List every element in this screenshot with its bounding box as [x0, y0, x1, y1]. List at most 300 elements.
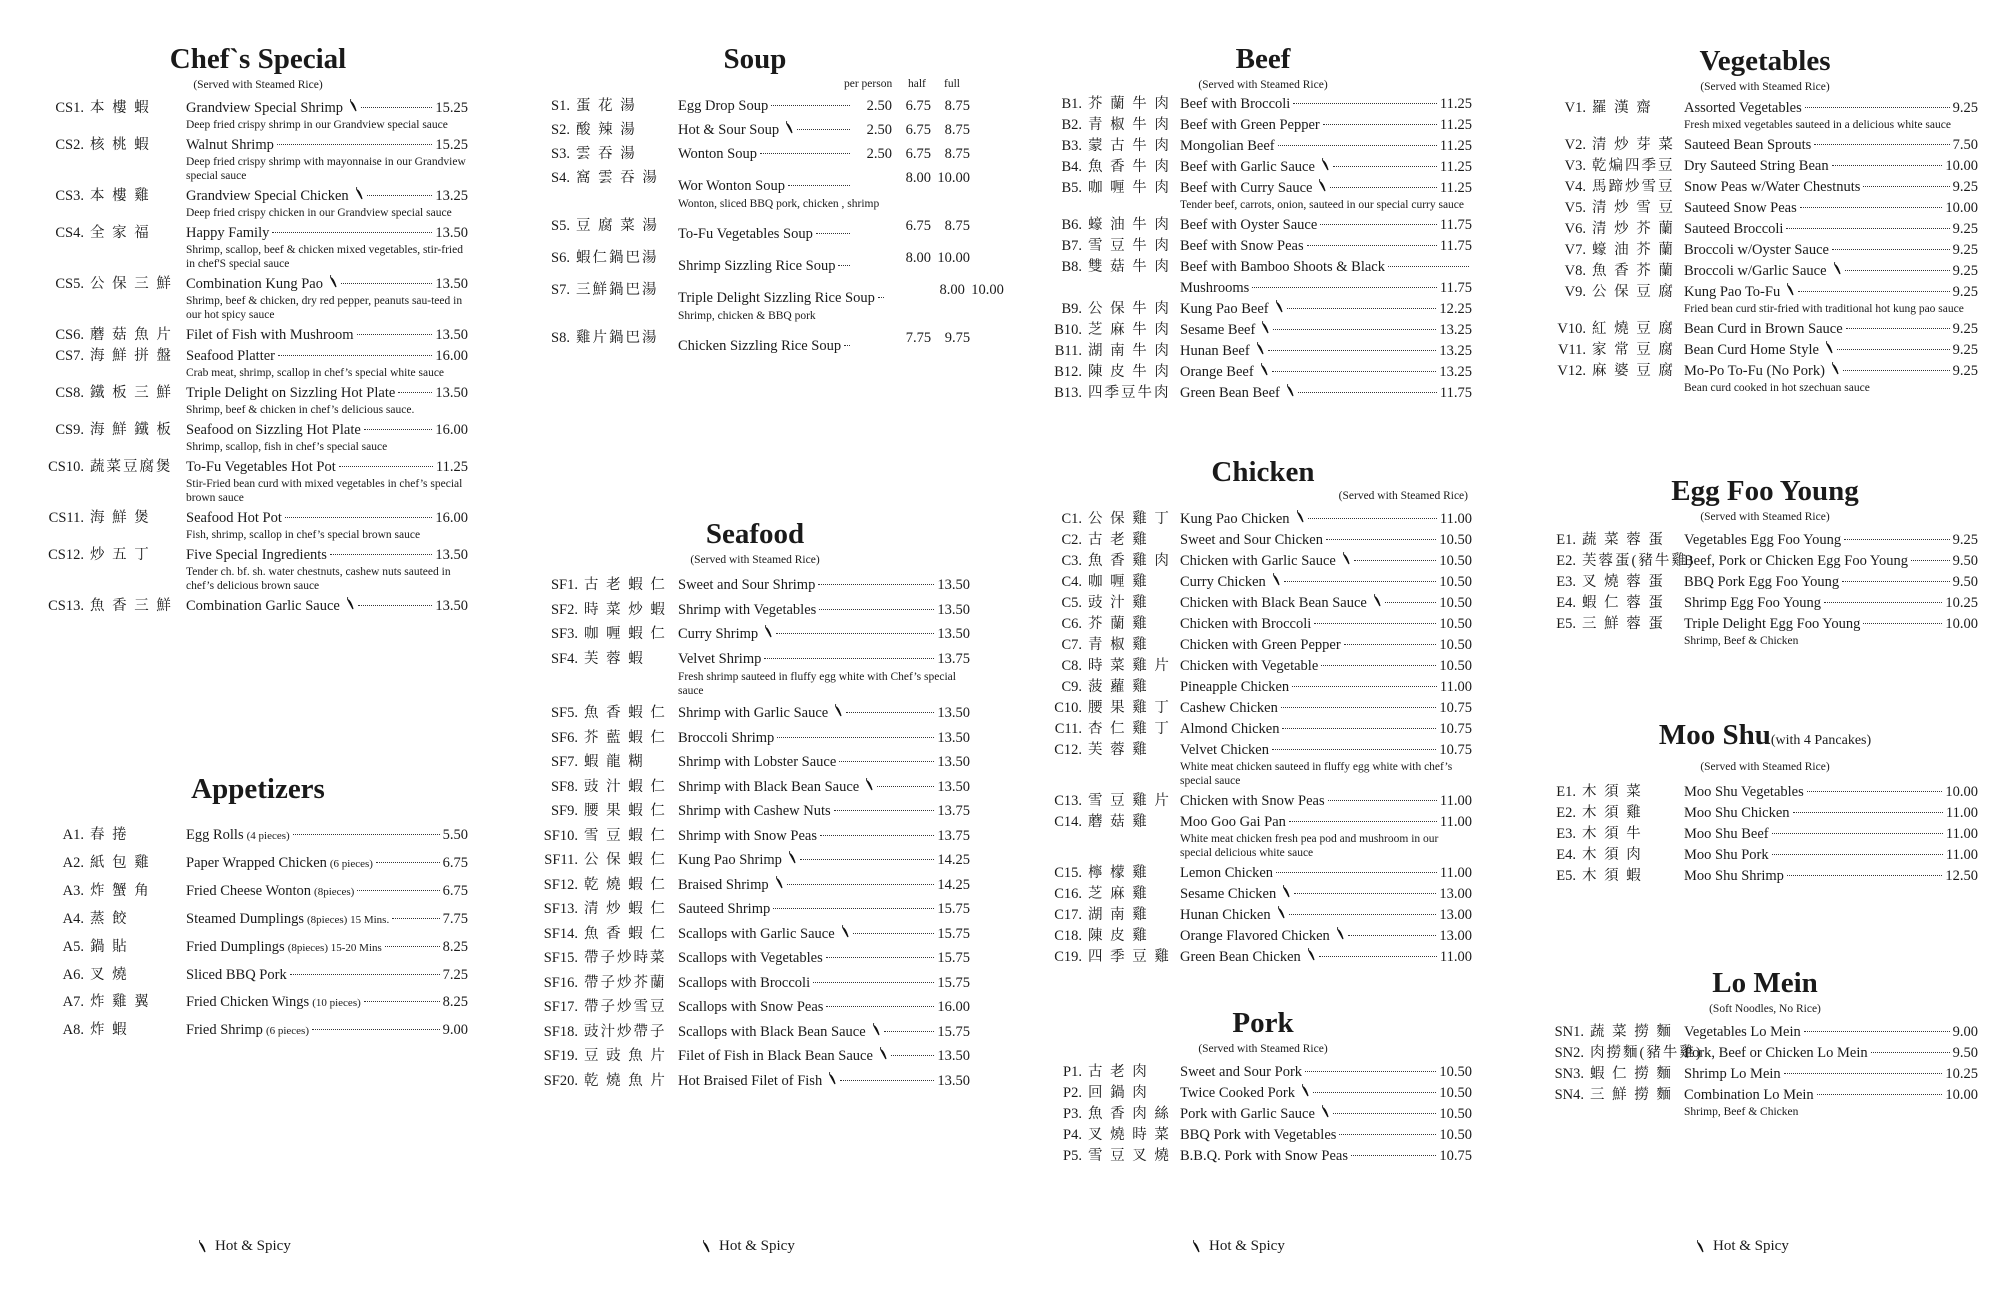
- menu-item: [1042, 215, 1472, 236]
- item-name: Pork, Beef or Chicken Lo Mein: [1684, 1045, 1868, 1061]
- item-line: [1684, 135, 1978, 156]
- item-line: [1180, 812, 1472, 833]
- dot-leader: [771, 105, 850, 106]
- item-name: Grandview Special Chicken: [186, 188, 349, 204]
- item-name: Wonton Soup: [678, 146, 757, 162]
- item-name: Orange Flavored Chicken: [1180, 928, 1330, 944]
- item-code: SF5.: [550, 705, 578, 721]
- item-code: C19.: [1054, 949, 1082, 965]
- dot-leader: [1333, 1113, 1436, 1114]
- item-price: 14.25: [937, 876, 970, 893]
- menu-item: [38, 850, 468, 878]
- item-price: 13.25: [435, 188, 468, 204]
- soup-section: [540, 42, 1004, 358]
- item-chinese-name: 芥 藍 蝦 仁: [584, 729, 667, 746]
- item-price: 11.75: [1439, 280, 1472, 296]
- item-name: Five Special Ingredients: [186, 547, 327, 563]
- menu-item: [1042, 509, 1472, 530]
- item-body: [1684, 530, 1978, 551]
- item-body: [1180, 614, 1472, 635]
- item-chinese-name: 蛋 花 湯: [576, 98, 637, 114]
- item-name: Hot & Sour Soup: [678, 122, 780, 138]
- item-line: [186, 934, 468, 962]
- seafood-section: [540, 517, 970, 1093]
- item-body: [1180, 299, 1472, 320]
- dot-leader: [1333, 166, 1437, 167]
- item-line: [186, 325, 468, 346]
- item-line: [678, 573, 970, 598]
- dot-leader: [1351, 1155, 1436, 1156]
- item-body: [186, 1017, 468, 1045]
- item-price: 11.00: [1945, 826, 1978, 842]
- item-name: Cashew Chicken: [1180, 700, 1278, 716]
- item-code: CS6.: [55, 327, 84, 343]
- item-body: [678, 278, 1004, 326]
- item-chinese-name: 木 須 雞: [1582, 805, 1643, 821]
- menu-item: [1042, 1062, 1472, 1083]
- item-price: 12.25: [1439, 301, 1472, 317]
- item-price: 13.25: [1439, 364, 1472, 380]
- item-code: CS3.: [55, 188, 84, 204]
- item-name: Moo Shu Beef: [1684, 826, 1769, 842]
- dot-leader: [1772, 833, 1943, 834]
- item-line: [186, 346, 468, 367]
- dot-leader: [1344, 644, 1437, 645]
- item-code: C18.: [1054, 928, 1082, 944]
- item-price: 6.75: [442, 855, 468, 871]
- chili-pepper-icon: [347, 99, 358, 112]
- item-line: [678, 750, 970, 775]
- dot-leader: [1323, 124, 1437, 125]
- item-name: Green Bean Beef: [1180, 385, 1280, 401]
- menu-item: [1546, 1085, 1978, 1122]
- item-note: (8pieces) 15-20 Mins: [287, 942, 382, 954]
- dot-leader: [376, 862, 440, 863]
- item-chinese-name: 炸 蟹 角: [90, 883, 151, 899]
- item-name: Velvet Chicken: [1180, 742, 1269, 758]
- item-code: A5.: [62, 939, 84, 955]
- section-title: Egg Foo Young: [1671, 475, 1859, 507]
- item-chinese-name: 蘑 菇 魚 片: [90, 327, 173, 343]
- item-line: [1180, 1062, 1472, 1083]
- item-body: [186, 989, 468, 1017]
- dot-leader: [1308, 518, 1437, 519]
- chili-pepper-icon: [1319, 1105, 1330, 1118]
- dot-leader: [820, 835, 934, 836]
- item-line: [678, 647, 970, 672]
- item-name: Happy Family: [186, 225, 270, 241]
- item-line: [1180, 614, 1472, 635]
- item-body: [678, 701, 970, 726]
- item-chinese-name: 豆 腐 菜 湯: [576, 218, 659, 234]
- item-chinese-name: 芝 麻 雞: [1088, 886, 1149, 902]
- item-description: Tender ch. bf. sh. water chestnuts, cashew nuts sauteed in chef’s delicious brown sauce: [186, 566, 451, 592]
- menu-item: [540, 1069, 970, 1094]
- dot-leader: [1385, 602, 1437, 603]
- item-name: Shrimp with Cashew Nuts: [678, 803, 831, 819]
- item-body: [186, 135, 468, 186]
- item-chinese-name: 魚 香 三 鮮: [90, 598, 173, 614]
- menu-item: [540, 922, 970, 947]
- chili-pepper-icon: [826, 1072, 837, 1085]
- item-name: Kung Pao To-Fu: [1684, 284, 1781, 300]
- item-body: [678, 1044, 970, 1069]
- section-subtitle: (Served with Steamed Rice): [1198, 1043, 1328, 1055]
- item-price: 13.50: [435, 547, 468, 563]
- menu-item: [38, 223, 468, 274]
- item-chinese-name: 公 保 蝦 仁: [584, 852, 667, 868]
- item-line: [678, 118, 970, 142]
- menu-item: [540, 278, 1004, 326]
- item-price: 13.75: [937, 803, 970, 819]
- menu-item: [38, 508, 468, 545]
- hot-spicy-legend: [196, 1238, 291, 1255]
- item-name: Chicken with Snow Peas: [1180, 793, 1325, 809]
- item-price: 11.00: [1439, 865, 1472, 881]
- item-line: [1180, 530, 1472, 551]
- item-code: SN2.: [1554, 1045, 1584, 1061]
- menu-item: [1042, 136, 1472, 157]
- item-name: Sweet and Sour Chicken: [1180, 532, 1323, 548]
- item-body: [1180, 551, 1472, 572]
- section-title-main: Moo Shu: [1658, 719, 1771, 751]
- menu-item: [38, 906, 468, 934]
- dot-leader: [777, 737, 934, 738]
- item-chinese-name: 芥 蘭 牛 肉: [1088, 96, 1171, 112]
- item-price: 11.75: [1439, 238, 1472, 254]
- price-p2: 8.00: [905, 170, 931, 186]
- item-body: [1180, 1125, 1472, 1146]
- menu-item: [38, 934, 468, 962]
- item-chinese-name: 芝 麻 牛 肉: [1088, 322, 1171, 338]
- item-chinese-name: 魚 香 肉 絲: [1088, 1106, 1171, 1122]
- legend-label: Hot & Spicy: [719, 1238, 795, 1254]
- item-chinese-name: 古 老 肉: [1088, 1064, 1149, 1080]
- item-code: C6.: [1061, 616, 1082, 632]
- item-price: 9.25: [1952, 242, 1978, 258]
- item-line: [1180, 677, 1472, 698]
- item-body: [1180, 341, 1472, 362]
- hot-spicy-legend: [1190, 1238, 1285, 1255]
- menu-item: [1042, 593, 1472, 614]
- item-chinese-name: 蒙 古 牛 肉: [1088, 138, 1171, 154]
- item-line: [678, 922, 970, 947]
- dot-leader: [293, 834, 440, 835]
- dot-leader: [1298, 392, 1437, 393]
- item-chinese-name: 麻 婆 豆 腐: [1592, 363, 1675, 379]
- item-body: [186, 274, 468, 325]
- chili-pepper-icon: [786, 851, 797, 864]
- dot-leader: [1320, 224, 1437, 225]
- item-description: Crab meat, shrimp, scallop in chef’s special white sauce: [186, 367, 445, 379]
- menu-item: [1546, 135, 1978, 156]
- menu-list: [1546, 98, 1978, 398]
- item-body: [678, 214, 970, 246]
- item-line: [1180, 299, 1472, 320]
- menu-item: [1042, 812, 1472, 863]
- item-body: [678, 142, 970, 166]
- item-body: [678, 1020, 970, 1045]
- item-chinese-name: 海 鮮 煲: [90, 510, 151, 526]
- item-code: S4.: [551, 170, 570, 186]
- item-line: [186, 596, 468, 617]
- item-name: Kung Pao Shrimp: [678, 852, 782, 868]
- item-price: 11.25: [1439, 96, 1472, 112]
- item-code: S8.: [551, 330, 570, 346]
- item-line: [186, 98, 468, 119]
- item-line: [1180, 593, 1472, 614]
- item-price: 10.50: [1439, 637, 1472, 653]
- item-code: E2.: [1556, 805, 1576, 821]
- menu-item: [540, 750, 970, 775]
- item-body: [1180, 593, 1472, 614]
- item-price: 9.00: [1952, 1024, 1978, 1040]
- item-price: 10.50: [1439, 553, 1472, 569]
- section-title: Vegetables: [1699, 45, 1831, 77]
- item-chinese-name: 木 須 牛: [1582, 826, 1643, 842]
- item-body: [1684, 614, 1978, 651]
- dot-leader: [846, 712, 934, 713]
- item-name: Orange Beef: [1180, 364, 1254, 380]
- item-code: SF16.: [543, 974, 578, 991]
- item-body: [1180, 1062, 1472, 1083]
- item-body: [1684, 1043, 1978, 1064]
- item-description: Shrimp, scallop, beef & chicken mixed vegetables, stir-fried in chef'S special sauce: [186, 244, 463, 270]
- item-line: [1684, 361, 1978, 382]
- item-name: Snow Peas w/Water Chestnuts: [1684, 179, 1861, 195]
- item-line: [678, 166, 970, 198]
- item-body: [678, 995, 970, 1020]
- item-name: Walnut Shrimp: [186, 137, 274, 153]
- chili-pepper-icon: [870, 1023, 881, 1036]
- item-line: [1180, 320, 1472, 341]
- pork-section: [1042, 1006, 1472, 1167]
- item-line: [678, 995, 970, 1020]
- item-name: Curry Chicken: [1180, 574, 1266, 590]
- item-line: [1180, 905, 1472, 926]
- item-chinese-name: 清 炒 蝦 仁: [584, 901, 667, 917]
- item-description: Wonton, sliced BBQ pork, chicken , shrimp: [678, 198, 880, 210]
- item-code: SF14.: [543, 925, 578, 942]
- item-price: 9.50: [1952, 553, 1978, 569]
- item-description: Deep fried crispy chicken in our Grandview special sauce: [186, 207, 452, 219]
- item-code: C5.: [1061, 595, 1082, 611]
- menu-item: [1546, 1064, 1978, 1085]
- dot-leader: [818, 584, 934, 585]
- item-body: [1180, 698, 1472, 719]
- menu-item: [540, 246, 970, 278]
- item-code: C1.: [1061, 511, 1082, 527]
- item-code: S1.: [551, 98, 570, 114]
- price-p2: 8.00: [939, 282, 965, 298]
- item-line: [678, 701, 970, 726]
- item-chinese-name: 時 菜 雞 片: [1088, 658, 1171, 674]
- item-chinese-name: 陳 皮 牛 肉: [1088, 364, 1171, 380]
- item-line: [678, 214, 970, 246]
- item-chinese-name: 青 椒 雞: [1088, 637, 1149, 653]
- item-price: 15.75: [937, 925, 970, 942]
- item-code: B2.: [1061, 117, 1082, 133]
- item-chinese-name: 叉 燒: [90, 967, 129, 983]
- menu-list: [1546, 1022, 1978, 1122]
- item-chinese-name: 魚 香 蝦 仁: [584, 925, 667, 942]
- item-code: P3.: [1063, 1106, 1082, 1122]
- vegetables-section: [1546, 44, 1978, 398]
- item-note: (10 pieces): [312, 997, 361, 1009]
- price-p1: [853, 246, 892, 270]
- item-name: BBQ Pork with Vegetables: [1180, 1127, 1337, 1143]
- dot-leader: [800, 859, 934, 860]
- item-line: [1180, 635, 1472, 656]
- menu-item: [38, 545, 468, 596]
- hot-spicy-legend: [1694, 1238, 1789, 1255]
- item-line: [186, 508, 468, 529]
- menu-item: [540, 142, 970, 166]
- item-chinese-name: 炸 蝦: [90, 1022, 129, 1038]
- item-name: BBQ Pork Egg Foo Young: [1684, 574, 1840, 590]
- item-code: S5.: [551, 218, 570, 234]
- item-code: B7.: [1061, 238, 1082, 254]
- item-chinese-name: 清 炒 芥 蘭: [1592, 221, 1675, 237]
- price-p1: 2.50: [866, 146, 892, 162]
- beef-section: [1042, 42, 1472, 404]
- item-prices: [853, 142, 970, 166]
- chili-pepper-icon: [783, 121, 794, 134]
- item-line: [678, 246, 970, 278]
- item-price: 10.50: [1439, 1106, 1472, 1122]
- menu-item: [1042, 551, 1472, 572]
- item-price: 9.25: [1952, 532, 1978, 548]
- item-chinese-name: 回 鍋 肉: [1088, 1085, 1149, 1101]
- chili-pepper-icon: [1831, 262, 1842, 275]
- item-line: [1684, 261, 1978, 282]
- menu-item: [1042, 905, 1472, 926]
- item-line: [1684, 156, 1978, 177]
- dot-leader: [1805, 107, 1950, 108]
- dot-leader: [1863, 623, 1942, 624]
- item-code: SF7.: [550, 754, 578, 770]
- item-code: A7.: [62, 994, 84, 1010]
- item-body: [678, 647, 970, 702]
- item-line: [1684, 340, 1978, 361]
- item-chinese-name: 四季豆牛肉: [1088, 385, 1171, 401]
- item-name: Moo Shu Vegetables: [1684, 784, 1804, 800]
- item-line: [678, 726, 970, 751]
- item-chinese-name: 核 桃 蝦: [90, 137, 151, 153]
- item-code: C9.: [1061, 679, 1082, 695]
- item-name: Beef with Oyster Sauce: [1180, 217, 1318, 233]
- item-chinese-name: 乾煸四季豆: [1592, 158, 1675, 174]
- item-name: Sauteed Broccoli: [1684, 221, 1784, 237]
- item-chinese-name: 蔬 菜 撈 麵: [1590, 1024, 1673, 1040]
- dot-leader: [1330, 187, 1436, 188]
- item-chinese-name: 本 樓 雞: [90, 188, 151, 204]
- item-chinese-name: 公 保 豆 腐: [1592, 284, 1675, 300]
- item-line: [678, 1044, 970, 1069]
- item-name: Chicken with Vegetable: [1180, 658, 1319, 674]
- chili-pepper-icon: [1694, 1240, 1705, 1253]
- item-price: 13.25: [1439, 322, 1472, 338]
- item-body: [1684, 572, 1978, 593]
- menu-item: [1042, 299, 1472, 320]
- item-price: 9.25: [1952, 363, 1978, 379]
- item-description: Shrimp, chicken & BBQ pork: [678, 310, 816, 322]
- item-body: [1684, 340, 1978, 361]
- item-body: [1180, 362, 1472, 383]
- chili-pepper-icon: [832, 704, 843, 717]
- item-price: 9.25: [1952, 321, 1978, 337]
- dot-leader: [1294, 893, 1436, 894]
- dot-leader: [1911, 560, 1950, 561]
- item-price: 11.00: [1439, 511, 1472, 527]
- item-chinese-name: 蝦仁鍋巴湯: [576, 250, 659, 266]
- item-code: A6.: [62, 967, 84, 983]
- dot-leader: [1844, 539, 1950, 540]
- item-chinese-name: 雪 豆 蝦 仁: [584, 827, 667, 844]
- dot-leader: [385, 946, 440, 947]
- item-name: Assorted Vegetables: [1684, 100, 1802, 116]
- item-body: [678, 824, 970, 849]
- item-price: 11.75: [1439, 385, 1472, 401]
- item-line: [678, 598, 970, 623]
- item-price: 11.00: [1945, 847, 1978, 863]
- item-code: E4.: [1556, 847, 1576, 863]
- menu-item: [1546, 198, 1978, 219]
- item-line: [1180, 947, 1472, 968]
- item-price: 11.00: [1439, 814, 1472, 830]
- item-name: Shrimp Egg Foo Young: [1684, 595, 1821, 611]
- item-name: Scallops with Vegetables: [678, 950, 823, 966]
- item-code: SF6.: [550, 729, 578, 746]
- item-name: Moo Shu Pork: [1684, 847, 1769, 863]
- item-code: C4.: [1061, 574, 1082, 590]
- item-code: C14.: [1054, 814, 1082, 830]
- item-line: [1180, 926, 1472, 947]
- item-line: [1180, 94, 1472, 115]
- chili-pepper-icon: [700, 1240, 711, 1253]
- item-line: [1684, 824, 1978, 845]
- menu-item: [1042, 926, 1472, 947]
- item-price: 10.00: [1945, 784, 1978, 800]
- item-name: Broccoli w/Garlic Sauce: [1684, 263, 1827, 279]
- item-name: Almond Chicken: [1180, 721, 1280, 737]
- item-chinese-name: 蔬菜豆腐煲: [90, 459, 173, 475]
- item-name: Dry Sauteed String Bean: [1684, 158, 1829, 174]
- item-price: 9.25: [1952, 221, 1978, 237]
- item-name: Sliced BBQ Pork: [186, 967, 287, 983]
- item-code: S7.: [551, 282, 570, 298]
- item-price: 13.50: [435, 225, 468, 241]
- item-body: [186, 545, 468, 596]
- item-code: CS10.: [48, 459, 84, 475]
- chili-pepper-icon: [1371, 594, 1382, 607]
- dot-leader: [853, 933, 935, 934]
- item-line: [678, 824, 970, 849]
- chili-pepper-icon: [1270, 573, 1281, 586]
- item-price: 11.25: [1439, 159, 1472, 175]
- dot-leader: [877, 786, 934, 787]
- dot-leader: [330, 554, 432, 555]
- menu-item: [540, 598, 970, 623]
- item-name: Curry Shrimp: [678, 626, 759, 642]
- dot-leader: [285, 517, 433, 518]
- item-name: Seafood Hot Pot: [186, 510, 282, 526]
- item-price: 9.50: [1952, 574, 1978, 590]
- section-subtitle: (Served with Steamed Rice): [193, 79, 323, 91]
- item-name: Shrimp with Black Bean Sauce: [678, 778, 860, 795]
- item-name: Shrimp Lo Mein: [1684, 1066, 1781, 1082]
- menu-list: [38, 822, 468, 1045]
